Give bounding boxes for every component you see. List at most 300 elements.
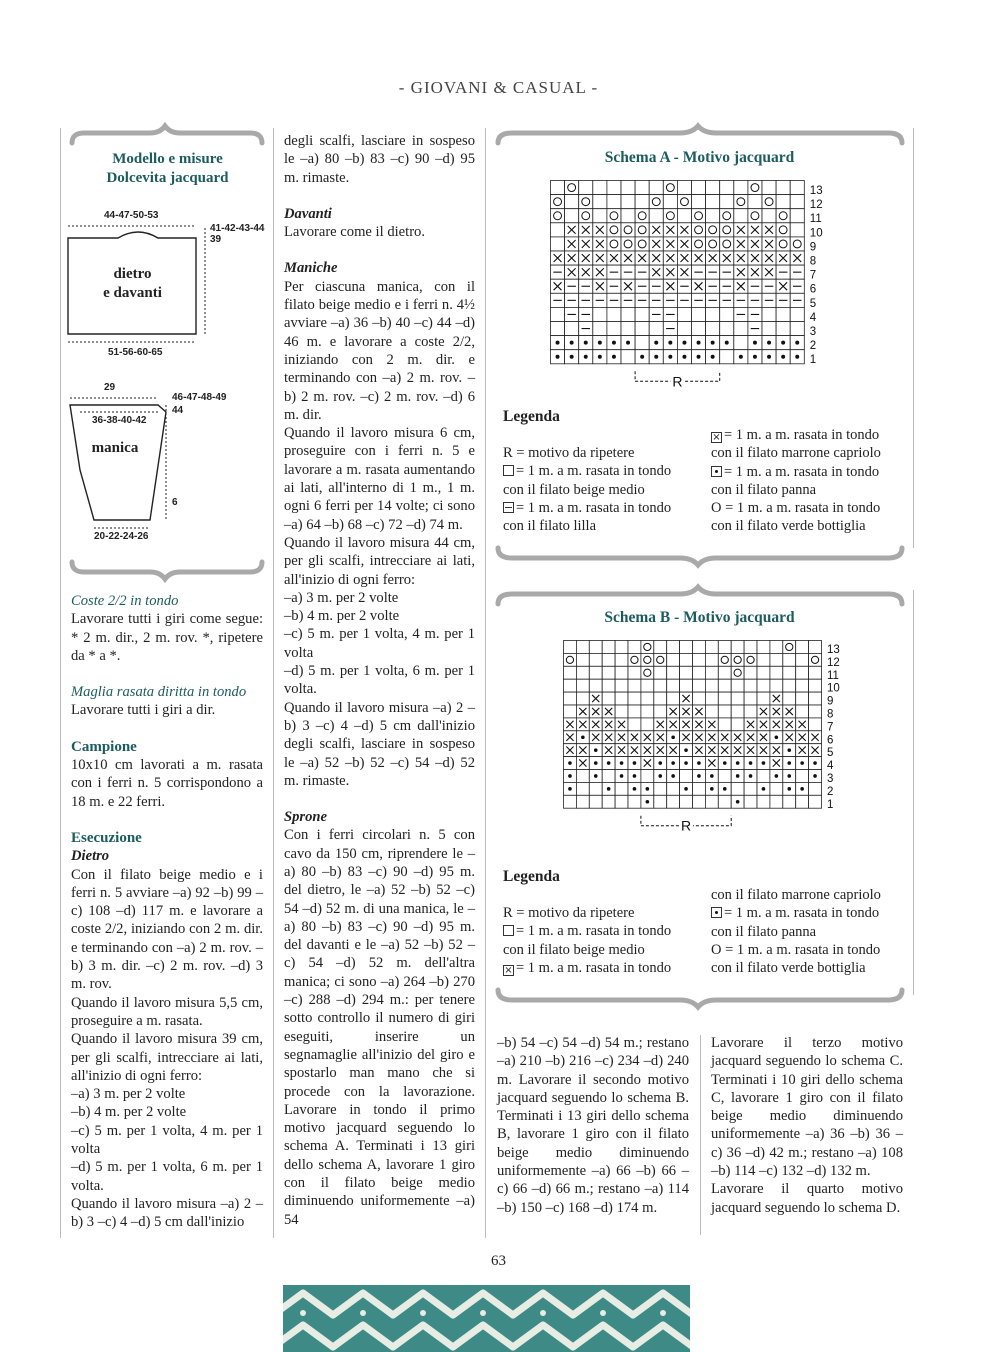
campione-text: 10x10 cm lavorati a m. rasata con i ferri n. 5 corrispondono a 18 m. e 22 ferri.	[71, 757, 263, 810]
stitch-dot	[671, 774, 675, 778]
legend-b-repeat: R = motivo da ripetere	[503, 905, 635, 921]
stitch-grid	[564, 641, 822, 809]
stitch-cell	[783, 666, 796, 679]
stitch-cell	[565, 209, 579, 223]
row-number-label: 5	[827, 747, 834, 760]
stitch-cell	[757, 692, 770, 705]
stitch-dot	[570, 355, 574, 359]
stitch-cell	[621, 322, 635, 336]
stitch-cell	[783, 653, 796, 666]
stitch-cell	[731, 705, 744, 718]
stitch-cell	[718, 653, 731, 666]
stitch-cell	[706, 223, 720, 237]
stitch-cell	[641, 666, 654, 679]
stitch-dot	[633, 761, 637, 765]
stitch-cell	[565, 181, 579, 195]
stitch-cell	[692, 237, 706, 251]
dot-square-icon	[711, 466, 722, 477]
maniche-size-b: –b) 4 m. per 2 volte	[284, 608, 400, 625]
maniche-text-4: Quando il lavoro misura –a) 2 –b) 3 –c) 4 –d) 5 cm dall'inizio degli scalfi, lasciare in sospeso le –a) 52 –b) 52 –c) 54 –d) 52 m. rimaste.	[284, 699, 475, 789]
stitch-cell	[720, 237, 734, 251]
repeat-label: R	[680, 817, 692, 834]
stitch-cell	[705, 692, 718, 705]
column-3	[497, 1034, 689, 1217]
stitch-cell	[654, 679, 667, 692]
stitch-cell	[692, 181, 706, 195]
row-number-label: 12	[827, 656, 840, 669]
stitch-cell	[693, 641, 706, 654]
stitch-cell	[667, 666, 680, 679]
stitch-dot	[697, 774, 701, 778]
stitch-dot	[654, 341, 658, 345]
stitch-cell	[564, 641, 577, 654]
stitch-cell	[770, 795, 783, 808]
stitch-cell	[776, 181, 790, 195]
stitch-cell	[649, 209, 663, 223]
stitch-cell	[551, 307, 565, 321]
stitch-cell	[783, 641, 796, 654]
stitch-cell	[790, 223, 804, 237]
stitch-dot	[570, 341, 574, 345]
stitch-cell	[770, 653, 783, 666]
stitch-cell	[693, 666, 706, 679]
row-number-label: 5	[809, 297, 817, 310]
row-number-label: 13	[827, 643, 840, 656]
stitch-dot	[739, 355, 743, 359]
stitch-dot	[682, 341, 686, 345]
stitch-cell	[776, 195, 790, 209]
maniche-text: Per ciascuna manica, con il filato beige medio e i ferri n. 4½ avviare –a) 36 –b) 40 –c) 44 –d) 46 m. e lavorare a coste 2/2, iniziando con 2 m. dir. e terminando con –a) 2 m. rov. –b) 2 m. rov. –c) 2 m. rov. –d) 6 m. dir.	[284, 278, 475, 423]
legend-b-empty-row	[503, 922, 671, 940]
schema-b-chart	[563, 640, 853, 860]
maniche-title: Maniche	[284, 260, 338, 277]
dietro-size-a: –a) 3 m. per 2 volte	[71, 1086, 186, 1103]
stitch-cell	[589, 653, 602, 666]
stitch-cell	[718, 679, 731, 692]
sleeve-side-measure-2: 44	[172, 405, 184, 416]
stitch-cell	[693, 795, 706, 808]
stitch-cell	[649, 181, 663, 195]
stitch-cell	[731, 666, 744, 679]
stitch-cell	[734, 336, 748, 350]
legend-dash-text: = 1 m. a m. rasata in tondo	[516, 499, 672, 516]
stitch-dot	[749, 761, 753, 765]
davanti-text: Lavorare come il dietro.	[284, 224, 426, 241]
stitch-cell	[615, 666, 628, 679]
stitch-cell	[641, 692, 654, 705]
stitch-cell	[718, 641, 731, 654]
campione-title: Campione	[71, 738, 137, 755]
stitch-cell	[680, 653, 693, 666]
stitch-cell	[641, 653, 654, 666]
stitch-cell	[621, 307, 635, 321]
stitch-dot	[767, 341, 771, 345]
stitch-cell	[680, 795, 693, 808]
legend-b-circle-text-2: con il filato verde bottiglia	[711, 960, 866, 977]
row-number-label: 2	[827, 785, 834, 798]
stitch-cell	[705, 795, 718, 808]
stitch-cell	[551, 322, 565, 336]
stitch-cell	[628, 718, 641, 731]
stitch-cell	[628, 705, 641, 718]
stitch-cell	[720, 322, 734, 336]
stitch-cell	[706, 322, 720, 336]
body-side-measure-2: 39	[210, 234, 222, 245]
stitch-cell	[809, 653, 822, 666]
stitch-cell	[551, 223, 565, 237]
stitch-dot	[813, 774, 817, 778]
row-number-label: 2	[809, 340, 817, 353]
stitch-cell	[667, 795, 680, 808]
stitch-cell	[720, 223, 734, 237]
legend-empty-text-2: con il filato beige medio	[503, 481, 645, 498]
stitch-dot	[753, 341, 757, 345]
stitch-cell	[757, 641, 770, 654]
stitch-cell	[654, 666, 667, 679]
stitch-dot	[584, 341, 588, 345]
stitch-cell	[796, 692, 809, 705]
stitch-cell	[796, 705, 809, 718]
row-number-label: 6	[809, 283, 817, 296]
schema-a-chart	[550, 180, 850, 400]
stitch-cell	[809, 718, 822, 731]
stitch-dot	[749, 774, 753, 778]
row-number-label: 11	[827, 669, 839, 682]
stitch-cell	[706, 181, 720, 195]
model-title-line1: Modello e misure	[112, 151, 223, 167]
dietro-text-3: Quando il lavoro misura 39 cm, per gli scalfi, intrecciare ai lati, all'inizio di ogni ferro:	[71, 1031, 263, 1084]
stitch-cell	[770, 666, 783, 679]
body-label-2: e davanti	[103, 285, 162, 301]
stitch-dot	[668, 355, 672, 359]
stitch-cell	[654, 795, 667, 808]
sleeve-bottom-measure: 20-22-24-26	[94, 531, 149, 542]
stitch-cell	[809, 692, 822, 705]
stitch-cell	[748, 195, 762, 209]
stitch-dot	[787, 748, 791, 752]
stitch-cell	[607, 209, 621, 223]
dietro-title: Dietro	[71, 848, 110, 865]
stitch-dot	[753, 355, 757, 359]
stitch-cell	[770, 782, 783, 795]
stitch-cell	[551, 237, 565, 251]
dietro-size-d: –d) 5 m. per 1 volta, 6 m. per 1 volta.	[71, 1159, 263, 1194]
stitch-cell	[663, 195, 677, 209]
stitch-cell	[654, 782, 667, 795]
sleeve-cuff-measure: 6	[172, 497, 178, 508]
stitch-dot	[800, 761, 804, 765]
legend-x-text: = 1 m. a m. rasata in tondo	[724, 427, 880, 443]
stitch-cell	[602, 692, 615, 705]
legend-empty-text: = 1 m. a m. rasata in tondo	[516, 463, 672, 480]
stitch-dot	[697, 341, 701, 345]
stitch-cell	[635, 209, 649, 223]
stitch-dot	[607, 761, 611, 765]
legend-b-x-text-2: con il filato marrone capriolo	[711, 887, 881, 903]
stitch-cell	[796, 666, 809, 679]
stitch-dot	[795, 341, 799, 345]
sleeve-side-measure: 46-47-48-49	[172, 392, 227, 403]
stitch-cell	[589, 795, 602, 808]
stitch-cell	[783, 795, 796, 808]
stitch-cell	[576, 692, 589, 705]
stitch-cell	[677, 195, 691, 209]
stitch-dot	[568, 774, 572, 778]
stitch-cell	[663, 209, 677, 223]
maniche-size-d: –d) 5 m. per 1 volta, 6 m. per 1 volta.	[284, 663, 475, 698]
stitch-cell	[748, 209, 762, 223]
stitch-cell	[692, 322, 706, 336]
stitch-cell	[770, 679, 783, 692]
stitch-cell	[621, 181, 635, 195]
stitch-dot	[736, 800, 740, 804]
stitch-cell	[579, 209, 593, 223]
stitch-cell	[615, 653, 628, 666]
stitch-cell	[667, 692, 680, 705]
stitch-cell	[720, 195, 734, 209]
stitch-cell	[731, 679, 744, 692]
stitch-cell	[790, 181, 804, 195]
stitch-cell	[602, 795, 615, 808]
row-number-label: 9	[827, 695, 834, 708]
stitch-cell	[593, 307, 607, 321]
stitch-cell	[718, 718, 731, 731]
stitch-dot	[556, 355, 560, 359]
legend-b-dot-text-2: con il filato panna	[711, 923, 817, 940]
stitch-dot	[787, 774, 791, 778]
row-number-label: 8	[827, 708, 834, 721]
stitch-cell	[635, 237, 649, 251]
stitch-grid	[551, 181, 805, 364]
legend-b-empty-text-2: con il filato beige medio	[503, 941, 645, 958]
stitch-cell	[589, 679, 602, 692]
stitch-cell	[744, 782, 757, 795]
stitch-dot	[626, 341, 630, 345]
stitch-dot	[581, 735, 585, 739]
stitch-cell	[589, 641, 602, 654]
stitch-cell	[757, 679, 770, 692]
stitch-cell	[677, 209, 691, 223]
stitch-cell	[621, 209, 635, 223]
stitch-cell	[796, 641, 809, 654]
stitch-cell	[776, 223, 790, 237]
stitch-cell	[677, 181, 691, 195]
row-number-label: 10	[827, 682, 840, 695]
stitch-dot	[684, 748, 688, 752]
stitch-dot	[736, 774, 740, 778]
row-number-label: 9	[809, 241, 817, 254]
stitch-cell	[720, 209, 734, 223]
stitch-cell	[744, 795, 757, 808]
stitch-cell	[718, 705, 731, 718]
stitch-cell	[734, 209, 748, 223]
stitch-cell	[593, 209, 607, 223]
stitch-cell	[654, 705, 667, 718]
stitch-cell	[692, 195, 706, 209]
stitch-cell	[734, 181, 748, 195]
legend-circle-text-2: con il filato verde bottiglia	[711, 518, 866, 535]
schema-a-title: Schema A - Motivo jacquard	[604, 149, 795, 166]
dietro-text: Con il filato beige medio e i ferri n. 5 avviare –a) 92 –b) 99 –c) 108 –d) 117 m. e lavorare a coste 2/2, iniziando con 2 m. dir. e terminando con –a) 2 m. rov. –b) 3 m. dir. –c) 2 m. rov. –d) 3 m. rov.	[71, 866, 263, 993]
stitch-cell	[706, 307, 720, 321]
stitch-dot	[813, 761, 817, 765]
stitch-dot	[711, 355, 715, 359]
stitch-cell	[607, 322, 621, 336]
stitch-cell	[796, 653, 809, 666]
schema-b-legend-right	[711, 886, 881, 977]
maglia-text: Lavorare tutti i giri a dir.	[71, 702, 216, 719]
body-side-measure: 41-42-43-44	[210, 223, 265, 234]
stitch-cell	[706, 237, 720, 251]
stitch-cell	[731, 718, 744, 731]
stitch-cell	[607, 237, 621, 251]
stitch-cell	[667, 653, 680, 666]
stitch-dot	[697, 355, 701, 359]
dietro-text-2: Quando il lavoro misura 5,5 cm, proseguire a m. rasata.	[71, 994, 263, 1029]
row-number-label: 10	[809, 227, 823, 240]
stitch-cell	[706, 195, 720, 209]
body-bottom-measure: 51-56-60-65	[108, 347, 163, 358]
stitch-cell	[641, 679, 654, 692]
stitch-cell	[602, 770, 615, 783]
stitch-dot	[612, 341, 616, 345]
stitch-cell	[589, 666, 602, 679]
legend-b-circle-text: O = 1 m. a m. rasata in tondo	[711, 941, 881, 958]
row-number-label: 1	[827, 798, 834, 811]
stitch-cell	[677, 322, 691, 336]
stitch-dot	[612, 355, 616, 359]
stitch-cell	[809, 666, 822, 679]
stitch-cell	[641, 705, 654, 718]
stitch-dot	[594, 761, 598, 765]
stitch-cell	[551, 195, 565, 209]
legend-repeat: R = motivo da ripetere	[503, 445, 635, 461]
stitch-cell	[693, 679, 706, 692]
stitch-cell	[551, 209, 565, 223]
stitch-cell	[615, 795, 628, 808]
row-number-label: 3	[809, 325, 817, 338]
stitch-cell	[680, 666, 693, 679]
legend-dot-text: = 1 m. a m. rasata in tondo	[724, 463, 880, 480]
stitch-cell	[809, 795, 822, 808]
stitch-dot	[762, 761, 766, 765]
stitch-dot	[795, 355, 799, 359]
stitch-cell	[641, 641, 654, 654]
stitch-cell	[680, 641, 693, 654]
stitch-cell	[693, 653, 706, 666]
stitch-cell	[593, 195, 607, 209]
stitch-cell	[680, 679, 693, 692]
stitch-cell	[621, 195, 635, 209]
stitch-cell	[796, 795, 809, 808]
stitch-dot	[710, 787, 714, 791]
stitch-cell	[615, 705, 628, 718]
stitch-cell	[705, 641, 718, 654]
stitch-cell	[564, 795, 577, 808]
stitch-cell	[692, 209, 706, 223]
stitch-cell	[615, 679, 628, 692]
stitch-dot	[710, 774, 714, 778]
legend-dash-text-2: con il filato lilla	[503, 518, 597, 535]
stitch-cell	[654, 641, 667, 654]
row-number-label: 11	[809, 213, 822, 226]
stitch-dot	[633, 774, 637, 778]
stitch-cell	[692, 223, 706, 237]
stitch-cell	[654, 692, 667, 705]
stitch-cell	[677, 307, 691, 321]
row-number-label: 8	[809, 255, 817, 268]
stitch-dot	[775, 735, 779, 739]
legend-dot-row	[711, 463, 881, 481]
stitch-cell	[776, 237, 790, 251]
stitch-cell	[757, 653, 770, 666]
stitch-dot	[658, 761, 662, 765]
sleeve-inner-measure: 36-38-40-42	[92, 415, 147, 426]
row-number-label: 7	[809, 269, 817, 282]
stitch-dot	[556, 341, 560, 345]
stitch-cell	[783, 679, 796, 692]
stitch-cell	[628, 641, 641, 654]
esecuzione-title: Esecuzione	[71, 829, 142, 846]
stitch-cell	[718, 692, 731, 705]
dietro-size-b: –b) 4 m. per 2 volte	[71, 1104, 187, 1121]
maniche-text-3: Quando il lavoro misura 44 cm, per gli scalfi, intrecciare ai lati, all'inizio di ogni ferro:	[284, 534, 475, 588]
stitch-cell	[770, 641, 783, 654]
stitch-cell	[731, 653, 744, 666]
schema-b-legend-left	[503, 904, 671, 977]
legend-dot-text-2: con il filato panna	[711, 481, 817, 498]
row-number-label: 3	[827, 772, 834, 785]
sleeve-top-measure: 29	[104, 382, 116, 393]
sprone-title: Sprone	[284, 809, 327, 826]
stitch-cell	[790, 307, 804, 321]
stitch-cell	[628, 795, 641, 808]
dietro-text-4: Quando il lavoro misura –a) 2 –b) 3 –c) 4 –d) 5 cm dall'inizio	[71, 1195, 263, 1231]
stitch-cell	[744, 705, 757, 718]
stitch-dot	[723, 761, 727, 765]
stitch-dot	[598, 341, 602, 345]
stitch-cell	[680, 770, 693, 783]
stitch-cell	[705, 666, 718, 679]
maniche-size-c: –c) 5 m. per 1 volta, 4 m. per 1 volta	[284, 626, 475, 661]
schema-a-legend-title: Legenda	[503, 408, 560, 425]
schema-a-legend-right	[711, 426, 881, 536]
stitch-cell	[667, 679, 680, 692]
col2-intro: degli scalfi, lasciare in sospeso le –a) 80 –b) 83 –c) 90 –d) 95 m. rimaste.	[284, 133, 475, 186]
stitch-cell	[783, 692, 796, 705]
stitch-cell	[731, 641, 744, 654]
stitch-cell	[565, 195, 579, 209]
legend-b-x-row	[503, 959, 671, 977]
stitch-dot	[594, 748, 598, 752]
stitch-cell	[744, 679, 757, 692]
legend-dash-row	[503, 499, 671, 517]
sprone-text: Con i ferri circolari n. 5 con cavo da 150 cm, riprendere le –a) 80 –b) 83 –c) 90 –d) 95 m. del dietro, le –a) 52 –b) 52 –c) 54 –d) 52 m. di una manica, le –a) 80 –b) 83 –c) 90 –d) 95 m. del davanti e le –a) 52 –b) 52 –c) 54 –d) 52 m. dell'altra manica; ci sono –a) 264 –b) 270 –c) 288 –d) 294 m.: per tenere sotto controllo il numero di giri eseguiti, inserire un segnamaglie all'inizio del giro e spostarlo man mano che si procede con la lavorazione. Lavorare in tondo il primo motivo jacquard seguendo lo schema A. Terminati i 13 giri dello schema A, lavorare 1 giro con il filato beige medio diminuendo uniformemente –a) 54	[284, 827, 475, 1228]
stitch-dot	[633, 787, 637, 791]
stitch-dot	[762, 787, 766, 791]
stitch-dot	[775, 774, 779, 778]
stitch-cell	[720, 350, 734, 364]
legend-b-dot-row	[711, 904, 881, 922]
coste-text: Lavorare tutti i giri come segue: * 2 m. dir., 2 m. rov. *, ripetere da * a *.	[71, 611, 263, 664]
stitch-cell	[621, 237, 635, 251]
stitch-dot	[598, 355, 602, 359]
stitch-cell	[809, 641, 822, 654]
stitch-cell	[762, 181, 776, 195]
stitch-cell	[705, 653, 718, 666]
stitch-cell	[762, 195, 776, 209]
column-4	[711, 1034, 903, 1217]
